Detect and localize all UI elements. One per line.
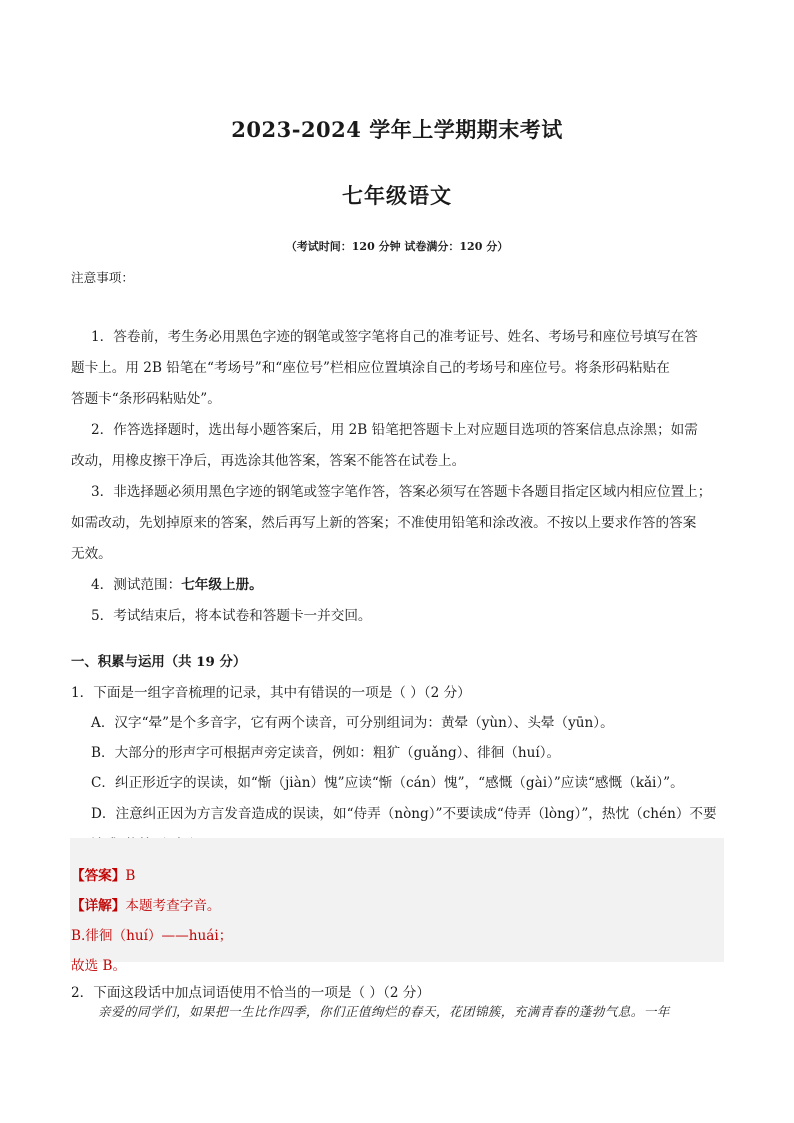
answer-line (71, 866, 726, 886)
notice-item-4-prefix: 4．测试范围： (91, 577, 182, 593)
answer-value: B (125, 868, 136, 884)
question-2-stem: 2．下面这段话中加点词语使用不恰当的一项是（ ）（2 分） (71, 985, 430, 1001)
question-1-option-c: C．纠正形近字的误读，如“惭（jiàn）愧”应读“惭（cán）愧”，“感慨（gài）”应读“感慨（kǎi）”。 (91, 775, 684, 791)
explanation-line: B.徘徊（huí）——huái； (71, 928, 233, 944)
detail-text: 本题考查字音。 (125, 898, 221, 914)
notice-line: 如需改动，先划掉原来的答案，然后再写上新的答案；不准使用铅笔和涂改液。不按以上要求作答的答案 (71, 515, 697, 531)
notice-item-5: 5．考试结束后，将本试卷和答题卡一并交回。 (91, 608, 372, 624)
notice-item-4-scope: 七年级上册。 (181, 577, 263, 593)
question-1-option-b: B．大部分的形声字可根据声旁定读音，例如：粗犷（guǎng）、徘徊（huí）。 (91, 745, 561, 761)
notice-line: 3．非选择题必须用黑色字迹的钢笔或签字笔作答，答案必须写在答题卡各题目指定区域内相应位置上； (91, 484, 712, 500)
notice-item-4 (91, 575, 726, 595)
answer-label: 【答案】 (71, 868, 126, 884)
question-1-stem: 1．下面是一组字音梳理的记录，其中有错误的一项是（ ）（2 分） (71, 685, 471, 701)
question-2-passage: 亲爱的同学们，如果把一生比作四季，你们正值绚烂的春天，花团锦簇，充满青春的蓬勃气息。一年 (98, 1004, 670, 1019)
question-1-option-a: A．汉字“晕”是个多音字，它有两个读音，可分别组词为：黄晕（yùn）、头晕（yūn）。 (91, 715, 614, 731)
notice-line: 改动，用橡皮擦干净后，再选涂其他答案，答案不能答在试卷上。 (71, 453, 466, 469)
notice-line: 题卡上。用 2B 铅笔在“考场号”和“座位号”栏相应位置填涂自己的考场号和座位号。将条形码粘贴在 (71, 360, 670, 376)
notice-heading: 注意事项： (71, 270, 134, 285)
conclusion-line: 故选 B。 (71, 958, 127, 974)
exam-title: 2023-2024 学年上学期期末考试 (231, 117, 563, 142)
detail-line (71, 896, 726, 916)
notice-line: 答题卡“条形码粘贴处”。 (71, 391, 221, 407)
detail-label: 【详解】 (71, 898, 126, 914)
notice-line: 2．作答选择题时，选出每小题答案后，用 2B 铅笔把答题卡上对应题目选项的答案信息点涂黑；如需 (91, 422, 698, 438)
section-heading: 一、积累与运用（共 19 分） (71, 654, 247, 670)
notice-line: 1．答卷前，考生务必用黑色字迹的钢笔或签字笔将自己的准考证号、姓名、考场号和座位号填写在答 (91, 329, 698, 345)
subject-title: 七年级语文 (342, 183, 452, 208)
exam-info: （考试时间：120 分钟 试卷满分：120 分） (285, 240, 509, 253)
notice-line: 无效。 (71, 546, 112, 562)
question-1-option-d: D．注意纠正因为方言发音造成的误读，如“侍弄（nòng）”不要读成“侍弄（lòng）”，热忱（chén）不要 (91, 806, 717, 822)
